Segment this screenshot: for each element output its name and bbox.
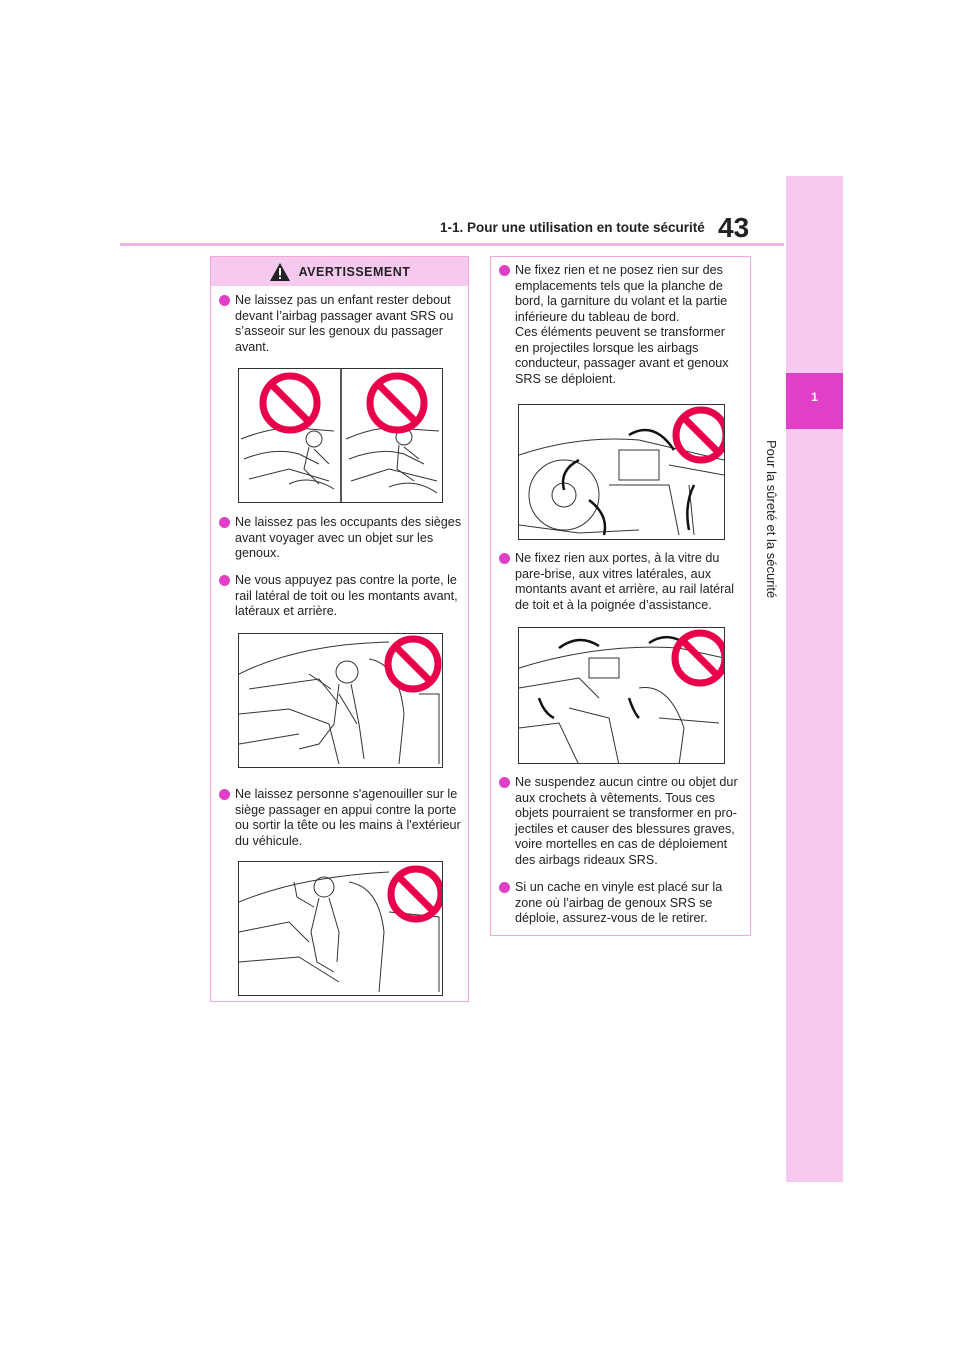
list-item-text: Ne laissez personne s'agenouiller sur le siège passager en appui contre la porte ou sortir la tête ou les mains à l'extérieur du véhicule. xyxy=(235,787,461,848)
illustration-leaning-door xyxy=(238,633,443,768)
list-item-text: Ne fixez rien et ne posez rien sur des emplacements tels que la planche de bord, la garniture du volant et la partie inférieure du tableau de bord. Ces éléments peuvent se transformer en projectiles lorsque les airbags conducteur, passager avant et genoux SRS se déploient. xyxy=(515,263,729,386)
illustration-kneeling-seat xyxy=(238,861,443,996)
bullet-dot-icon xyxy=(219,295,230,306)
list-item xyxy=(498,880,748,927)
list-item xyxy=(498,551,748,613)
chapter-number: 1 xyxy=(811,390,818,404)
warning-box-right xyxy=(490,256,751,936)
bullet-dot-icon xyxy=(499,265,510,276)
list-item xyxy=(218,573,466,620)
illustration-dashboard xyxy=(518,404,725,540)
illustration-child-passenger xyxy=(238,368,443,503)
bullet-dot-icon xyxy=(499,777,510,788)
list-item-text: Ne vous appuyez pas contre la porte, le rail latéral de toit ou les montants avant, latéraux et arrière. xyxy=(235,573,458,618)
bullet-dot-icon xyxy=(219,517,230,528)
bullet-dot-icon xyxy=(219,789,230,800)
prohibition-icon xyxy=(675,633,725,683)
bullet-dot-icon xyxy=(499,553,510,564)
list-item xyxy=(218,787,466,849)
list-item xyxy=(218,293,466,355)
warning-title: AVERTISSEMENT xyxy=(298,264,411,279)
bullet-dot-icon xyxy=(219,575,230,586)
list-item-text: Ne suspendez aucun cintre ou objet dur aux crochets à vêtements. Tous ces objets pourraient se transformer en pro- jectiles et causer des blessures graves, voire mortelles en cas de déploiement des airbags rideaux SRS. xyxy=(515,775,738,867)
list-item-text: Si un cache en vinyle est placé sur la zone où l’airbag de genoux SRS se déploie, assurez-vous de le retirer. xyxy=(515,880,723,925)
list-item xyxy=(498,775,748,868)
list-item-text: Ne laissez pas un enfant rester debout devant l’airbag passager avant SRS ou s’asseoir sur les genoux du passager avant. xyxy=(235,293,454,354)
prohibition-icon xyxy=(388,639,438,689)
list-item-text: Ne laissez pas les occupants des sièges avant voyager avec un objet sur les genoux. xyxy=(235,515,462,560)
list-item xyxy=(218,515,466,562)
warning-title-bar xyxy=(211,257,468,286)
prohibition-icon xyxy=(676,410,725,460)
illustration-cabin-interior xyxy=(518,627,725,764)
prohibition-icon xyxy=(391,869,441,919)
list-item-text: Ne fixez rien aux portes, à la vitre du pare-brise, aux vitres latérales, aux montants avant et arrière, au rail latéral de toit et à la poignée d’assistance. xyxy=(515,551,735,612)
header-rule xyxy=(120,243,784,246)
prohibition-icon xyxy=(263,376,317,430)
warning-box-left xyxy=(210,256,469,1002)
section-header: 1-1. Pour une utilisation en toute sécurité xyxy=(440,220,705,235)
warning-triangle-icon xyxy=(269,262,291,282)
chapter-title: Pour la sûreté et la sécurité xyxy=(764,440,779,599)
prohibition-icon xyxy=(370,376,424,430)
page-number: 43 xyxy=(718,212,750,243)
list-item xyxy=(498,263,748,387)
chapter-side-tab xyxy=(786,176,843,1182)
bullet-dot-icon xyxy=(499,882,510,893)
